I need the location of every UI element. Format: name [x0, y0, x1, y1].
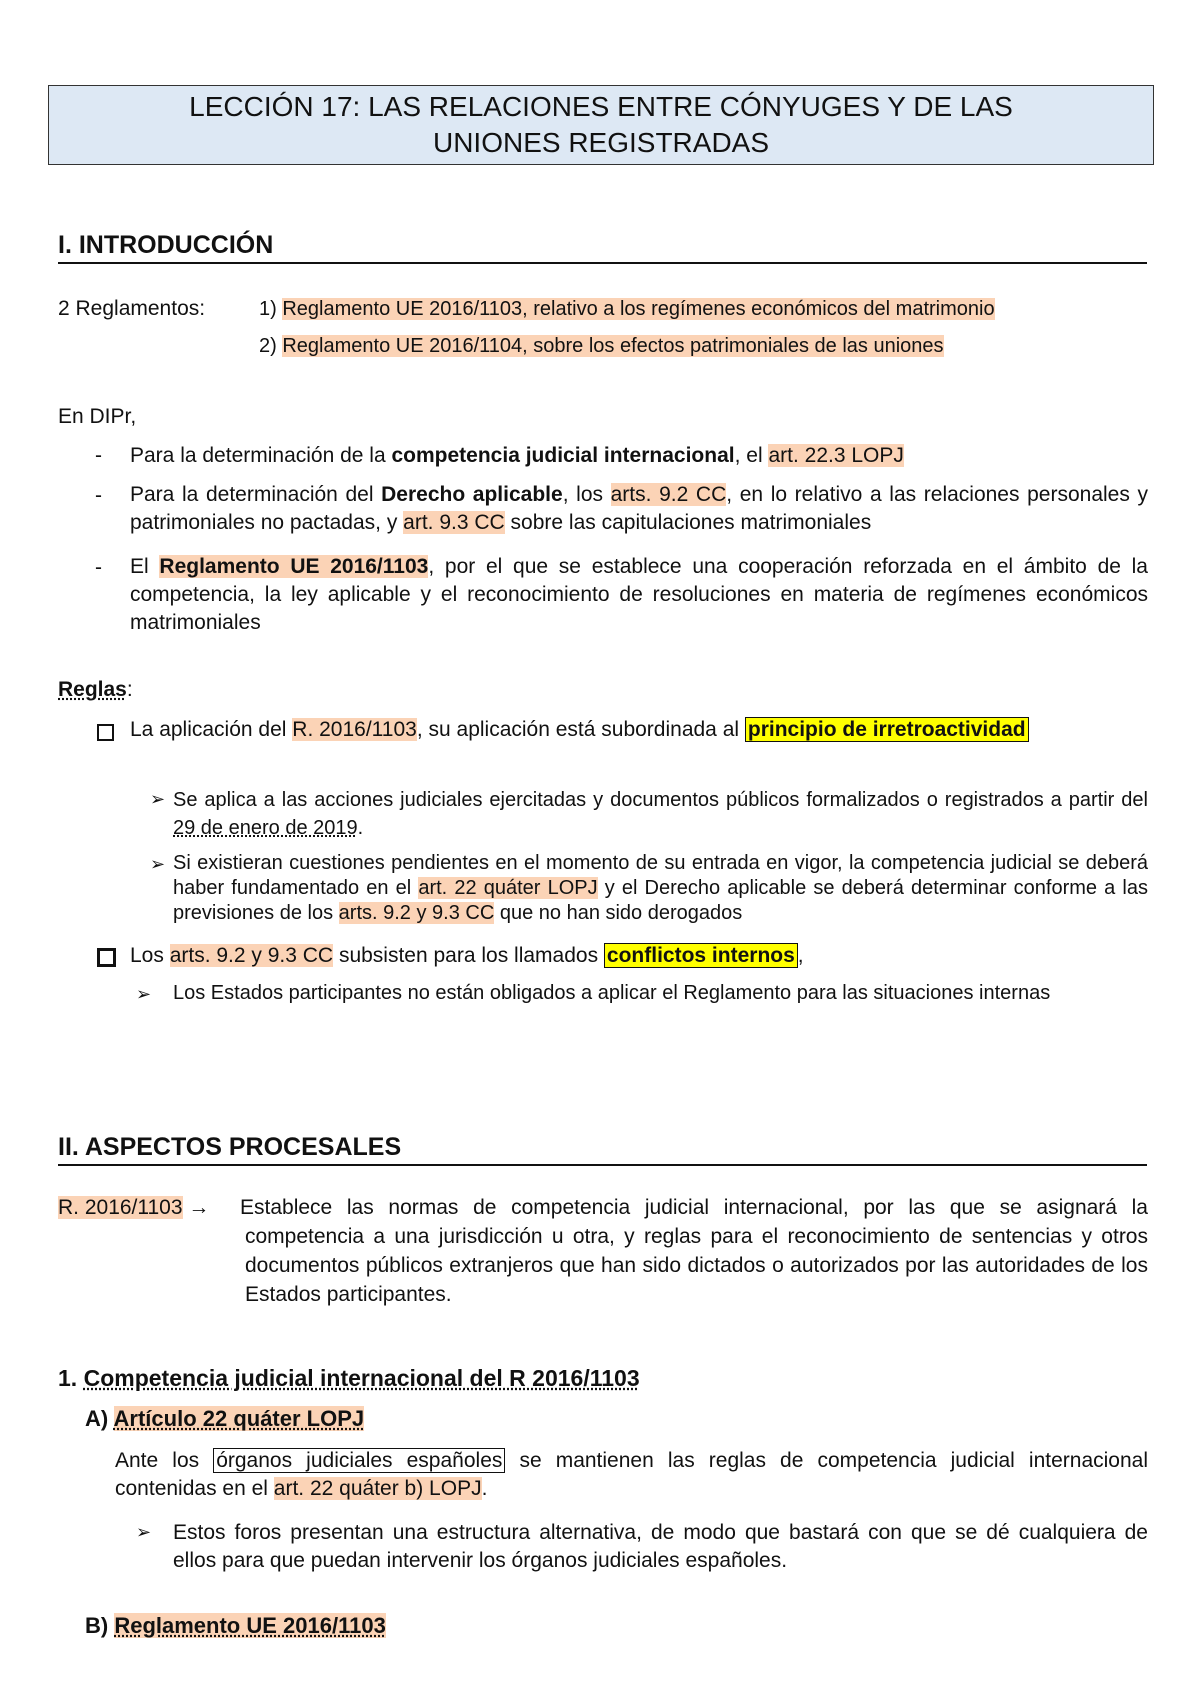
regla-2-text-a: Los [130, 944, 170, 967]
regla-1-sub-1-text-c: . [357, 817, 364, 839]
section-heading-introduccion: I. INTRODUCCIÓN [58, 231, 1147, 264]
dipr-bullet-1-bold: competencia judicial internacional [391, 444, 735, 467]
arrow-bullet-icon: ➢ [136, 1522, 152, 1542]
subsection-a-text-e: . [481, 1477, 488, 1500]
subsection-1-heading [58, 1365, 640, 1392]
subsection-a-paragraph [115, 1447, 1148, 1503]
regla-1-sub-1-text-a: Se aplica a las acciones judiciales ejercitadas y documentos públicos formalizados o registrados a partir del [173, 789, 1148, 811]
subsection-b-heading [85, 1613, 386, 1639]
dipr-bullet-2-highlight-1: arts. 9.2 CC [610, 483, 727, 506]
reglas-heading [58, 678, 133, 702]
regla-1-text-a: La aplicación del [130, 718, 293, 741]
square-bullet-icon [97, 948, 116, 967]
dipr-bullet-3 [130, 553, 1148, 637]
reglamentos-label: 2 Reglamentos: [58, 297, 206, 320]
en-dipr-intro: En DIPr, [58, 405, 137, 428]
reglamento-item-2-text: Reglamento UE 2016/1104, sobre los efectos patrimoniales de las uniones [282, 335, 944, 357]
arrow-bullet-icon: ➢ [150, 854, 166, 874]
dipr-bullet-2-text-a: Para la determinación del [130, 483, 382, 506]
dipr-bullet-2-text-c: , los [562, 483, 611, 506]
dipr-bullet-2-bold: Derecho aplicable [381, 483, 563, 506]
subsection-b-title: Reglamento UE 2016/1103 [114, 1613, 386, 1638]
subsection-1-title: Competencia judicial internacional del R 2016/1103 [83, 1365, 640, 1391]
subsection-a-highlight: art. 22 quáter b) LOPJ [273, 1477, 482, 1500]
dash-bullet: - [95, 556, 102, 579]
dipr-bullet-1-highlight: art. 22.3 LOPJ [768, 444, 904, 467]
dash-bullet: - [95, 444, 102, 467]
subsection-a-sub-1: Estos foros presentan una estructura alternativa, de modo que bastará con que se dé cualquiera de ellos para que puedan intervenir los órganos judiciales españoles. [173, 1521, 1148, 1572]
reglas-label: Reglas [58, 678, 127, 701]
subsection-1-number: 1. [58, 1365, 84, 1391]
dipr-bullet-2-text-g: sobre las capitulaciones matrimoniales [504, 511, 872, 534]
dipr-bullet-3-text-c: , por el que se establece una cooperación reforzada en el ámbito de la competencia, la ley aplicable y el reconocimiento de resoluciones en materia de regímenes económicos matrimoniales [130, 555, 1148, 634]
regla-1-highlight: R. 2016/1103 [292, 718, 417, 741]
regla-1-sub-2-text-c: y el Derecho aplicable se deberá determinar conforme a las previsiones de los [173, 877, 1148, 924]
reglamento-item-1-text: Reglamento UE 2016/1103, relativo a los regímenes económicos del matrimonio [282, 298, 995, 320]
subsection-a-heading [85, 1406, 364, 1432]
subsection-b-number: B) [85, 1613, 115, 1638]
lesson-title-line-2: UNIONES REGISTRADAS [432, 127, 770, 158]
regla-1-sub-2-highlight-1: art. 22 quáter LOPJ [418, 877, 598, 899]
subsection-a-title: Artículo 22 quáter LOPJ [113, 1406, 365, 1431]
arrow-bullet-icon: ➢ [136, 984, 152, 1004]
arrow-bullet-icon: ➢ [150, 789, 166, 809]
regla-1-text-c: , su aplicación está subordinada al [416, 718, 745, 741]
regla-2-yellow-highlight: conflictos internos [604, 943, 798, 968]
aspectos-intro-arrow: → [182, 1196, 210, 1219]
aspectos-intro-text: Establece las normas de competencia judicial internacional, por las que se asignará la competencia a una jurisdicción u otra, y reglas para el reconocimiento de sentencias y otros documentos públicos extranjeros que han sido dictados o autorizados por las autoridades de los Estados participantes. [240, 1196, 1148, 1306]
regla-1-sub-2-text-e: que no han sido derogados [494, 902, 743, 924]
regla-1-sub-1 [173, 786, 1148, 842]
dipr-bullet-2-text-e: , en lo relativo a las relaciones personales y patrimoniales no pactadas, y [130, 483, 1148, 534]
section-heading-aspectos-procesales: II. ASPECTOS PROCESALES [58, 1133, 1147, 1166]
regla-1-sub-2-highlight-2: arts. 9.2 y 9.3 CC [338, 902, 495, 924]
regla-2 [130, 944, 804, 968]
dipr-bullet-2 [130, 481, 1148, 537]
regla-1-sub-1-date: 29 de enero de 2019 [173, 817, 358, 839]
regla-2-highlight: arts. 9.2 y 9.3 CC [169, 944, 334, 967]
reglas-colon: : [126, 678, 133, 701]
regla-2-sub-1: Los Estados participantes no están obligados a aplicar el Reglamento para las situaciones internas [173, 982, 1051, 1004]
dipr-bullet-2-highlight-2: art. 9.3 CC [403, 511, 505, 534]
dipr-bullet-3-bold-highlight: Reglamento UE 2016/1103 [159, 555, 429, 578]
regla-2-text-e: , [797, 944, 804, 967]
lesson-title-line-1: LECCIÓN 17: LAS RELACIONES ENTRE CÓNYUGES Y DE LAS [189, 91, 1013, 122]
regla-2-text-c: subsisten para los llamados [333, 944, 604, 967]
regla-1-sub-2-text-a: Si existieran cuestiones pendientes en el momento de su entrada en vigor, la competencia judicial se deberá haber fundamentado en el [173, 852, 1148, 899]
reglamento-item-1-number: 1) [259, 298, 277, 320]
dipr-bullet-3-text-a: El [130, 555, 160, 578]
dipr-bullet-1-text-a: Para la determinación de la [130, 444, 392, 467]
reglamento-item-2 [259, 335, 944, 358]
regla-1-yellow-highlight: principio de irretroactividad [745, 717, 1029, 742]
square-bullet-icon [97, 724, 114, 741]
aspectos-intro-lead [58, 1196, 209, 1220]
reglamento-item-2-number: 2) [259, 335, 277, 357]
subsection-a-boxed-term: órganos judiciales españoles [213, 1448, 505, 1473]
reglamento-item-1 [259, 298, 995, 321]
dipr-bullet-1-text-c: , el [734, 444, 769, 467]
subsection-a-text-c: se mantienen las reglas de competencia judicial internacional contenidas en el [115, 1449, 1148, 1500]
dipr-bullet-1 [130, 444, 904, 468]
subsection-a-text-a: Ante los [115, 1449, 214, 1472]
lesson-title-box [48, 85, 1154, 165]
regla-1 [130, 716, 1148, 744]
aspectos-intro-highlight: R. 2016/1103 [58, 1196, 183, 1219]
regla-1-sub-2 [173, 851, 1148, 926]
subsection-a-number: A) [85, 1406, 114, 1431]
dash-bullet: - [95, 484, 102, 507]
